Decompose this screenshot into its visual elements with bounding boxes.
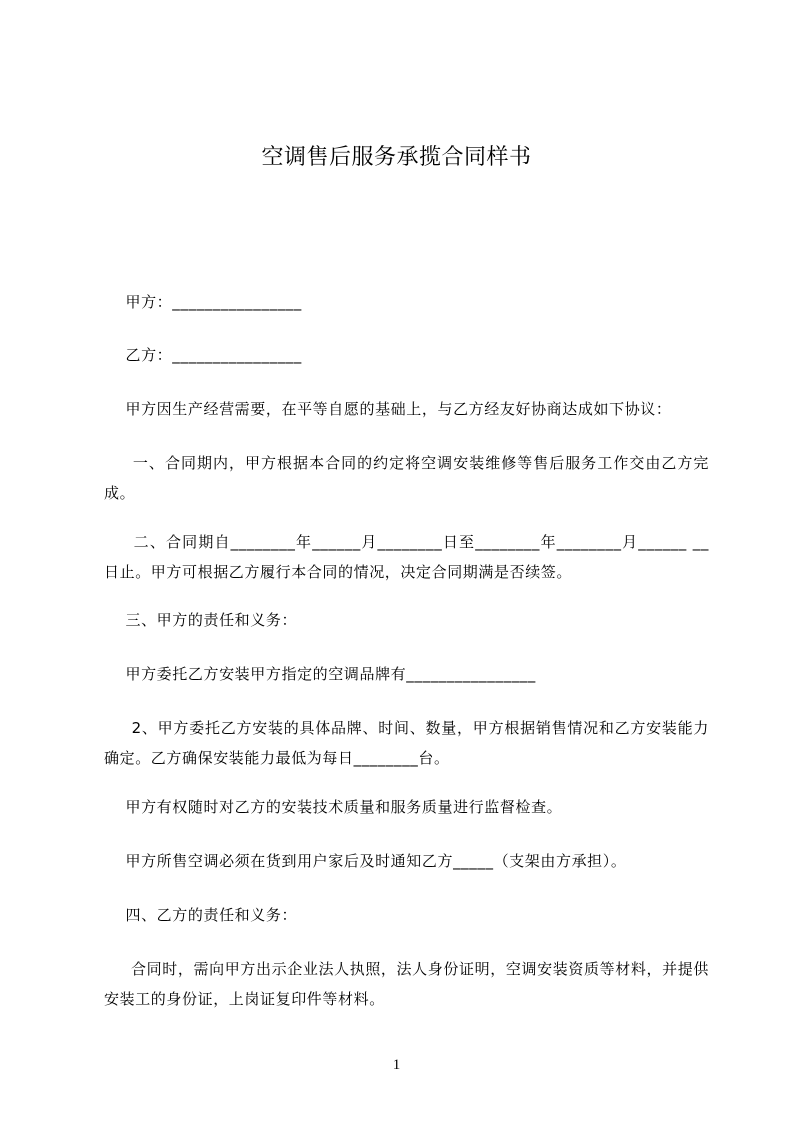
clause-3-item-brand: 甲方委托乙方安装甲方指定的空调品牌有________________ [104, 665, 536, 683]
clause-2-paragraph: 二、合同期自________年______月________日至________年________月______ __日止。甲方可根据乙方履行本合同的情况，决定合同期满是否续签。 [104, 533, 710, 581]
clause-4-item-1: 合同时，需向甲方出示企业法人执照，法人身份证明，空调安装资质等材料，并提供安装工的身份证，上岗证复印件等材料。 [104, 960, 709, 1008]
preamble-paragraph: 甲方因生产经营需要，在平等自愿的基础上，与乙方经友好协商达成如下协议： [104, 400, 672, 418]
party-b-line: 乙方：________________ [104, 346, 302, 364]
clause-4-heading: 四、乙方的责任和义务： [104, 906, 298, 924]
party-a-line: 甲方：________________ [104, 293, 302, 311]
clause-3-heading: 三、甲方的责任和义务： [104, 611, 298, 629]
document-title: 空调售后服务承揽合同样书 [261, 145, 532, 170]
page-number: 1 [392, 1057, 401, 1073]
clause-1-paragraph: 一、合同期内，甲方根据本合同的约定将空调安装维修等售后服务工作交由乙方完成。 [104, 454, 710, 502]
clause-3-item-notify: 甲方所售空调必须在货到用户家后及时通知乙方_____（支架由方承担）。 [104, 852, 627, 870]
clause-3-item-2: 2、甲方委托乙方安装的具体品牌、时间、数量，甲方根据销售情况和乙方安装能力确定。乙方确保安装能力最低为每日________台。 [104, 719, 709, 767]
clause-3-item-inspection: 甲方有权随时对乙方的安装技术质量和服务质量进行监督检查。 [104, 798, 563, 816]
